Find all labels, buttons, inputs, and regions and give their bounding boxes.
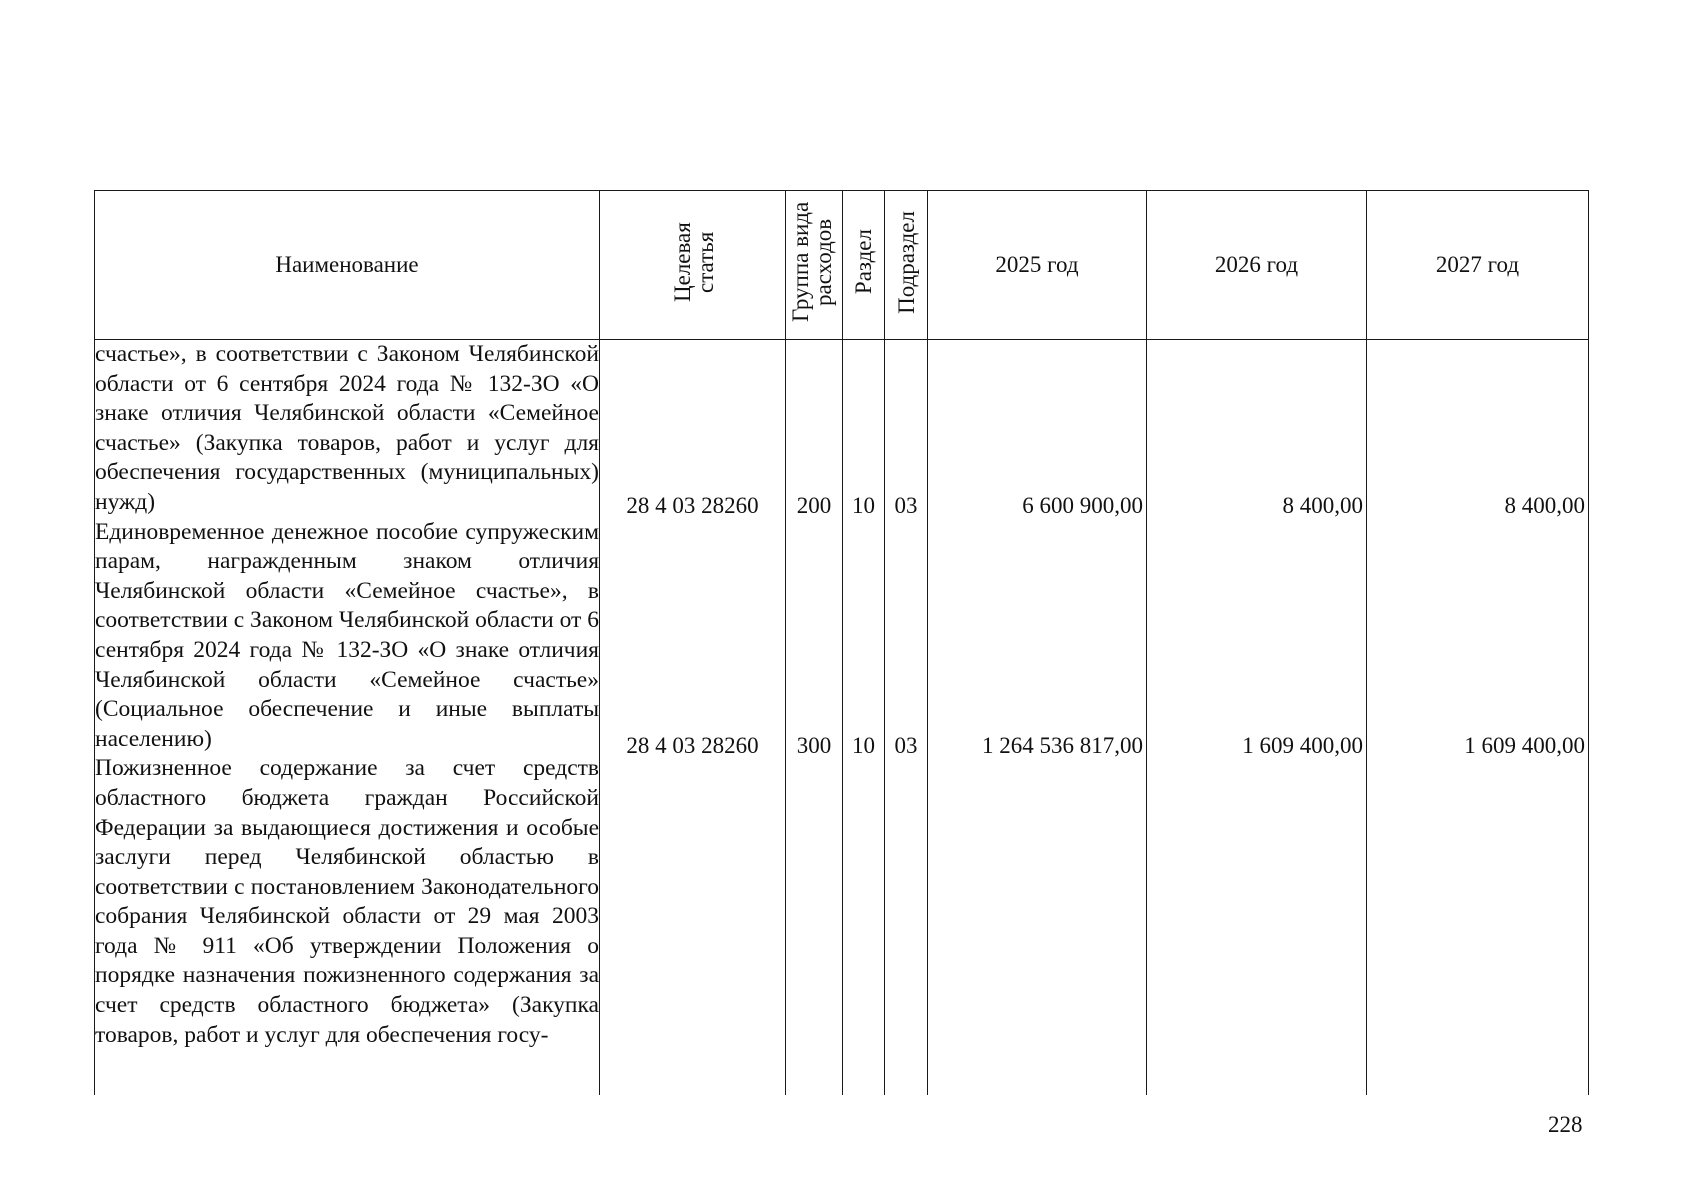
table-row-name-3: Пожизненное содержание за счет средств областного бюджета граждан Российской Федерации за выдающиеся достижения и особые заслуги перед Челябинской областью в соответствии с постановлением Законодательного собрания Челябинской области от 29 мая 2003 года № 911 «Об утверждении Положения о порядке назначения пожизненного содержания за счет средств областного бюджета» (Закупка товаров, работ и услуг для обеспечения госу- — [95, 755, 599, 1048]
header-2026: 2026 год — [1147, 191, 1367, 340]
expense-group-cell — [786, 340, 843, 1096]
row2-expense-group: 300 — [796, 733, 832, 758]
header-2027: 2027 год — [1367, 191, 1589, 340]
header-name: Наименование — [95, 191, 600, 340]
y2025-cell — [928, 340, 1147, 1096]
row1-y2027: 8 400,00 — [1504, 493, 1585, 518]
header-section: Раздел — [843, 191, 885, 340]
budget-table — [94, 190, 1589, 1095]
header-2025: 2025 год — [928, 191, 1147, 340]
y2026-cell — [1147, 340, 1367, 1096]
row2-y2025: 1 264 536 817,00 — [982, 733, 1143, 758]
row1-y2025: 6 600 900,00 — [1022, 493, 1143, 518]
row1-expense-group: 200 — [796, 493, 832, 518]
row2-section: 10 — [852, 733, 875, 758]
target-article-cell — [600, 340, 786, 1096]
row1-y2026: 8 400,00 — [1282, 493, 1363, 518]
y2027-cell — [1367, 340, 1589, 1096]
row1-section: 10 — [852, 493, 875, 518]
row2-y2026: 1 609 400,00 — [1242, 733, 1363, 758]
header-expense-group: Группа вида расходов — [786, 191, 843, 340]
subsection-cell — [885, 340, 928, 1096]
name-cell — [95, 340, 600, 1096]
row2-subsection: 03 — [894, 733, 918, 758]
table-row-name-1: счастье», в соответствии с Законом Челябинской области от 6 сентября 2024 года № 132-ЗО «О знаке отличия Челябинской области «Семейное счастье» (Закупка товаров, работ и услуг для обеспечения государственных (муниципальных) нужд) — [95, 341, 599, 515]
section-cell — [843, 340, 885, 1096]
row2-target-article: 28 4 03 28260 — [626, 733, 759, 758]
header-target-article: Целевая статья — [600, 191, 786, 340]
header-subsection: Подраздел — [885, 191, 928, 340]
row1-subsection: 03 — [894, 493, 918, 518]
table-header-row — [95, 191, 1589, 340]
page-number: 228 — [1548, 1112, 1583, 1137]
row2-y2027: 1 609 400,00 — [1464, 733, 1585, 758]
row1-target-article: 28 4 03 28260 — [626, 493, 759, 518]
table-row-name-2: Единовременное денежное пособие супружеским парам, награжденным знаком отличия Челябинской области «Семейное счастье», в соответствии с Законом Челябинской области от 6 сентября 2024 года № 132-ЗО «О знаке отличия Челябинской области «Семейное счастье» (Социальное обеспечение и иные выплаты населению) — [95, 518, 599, 752]
table-body-row — [95, 340, 1589, 1096]
